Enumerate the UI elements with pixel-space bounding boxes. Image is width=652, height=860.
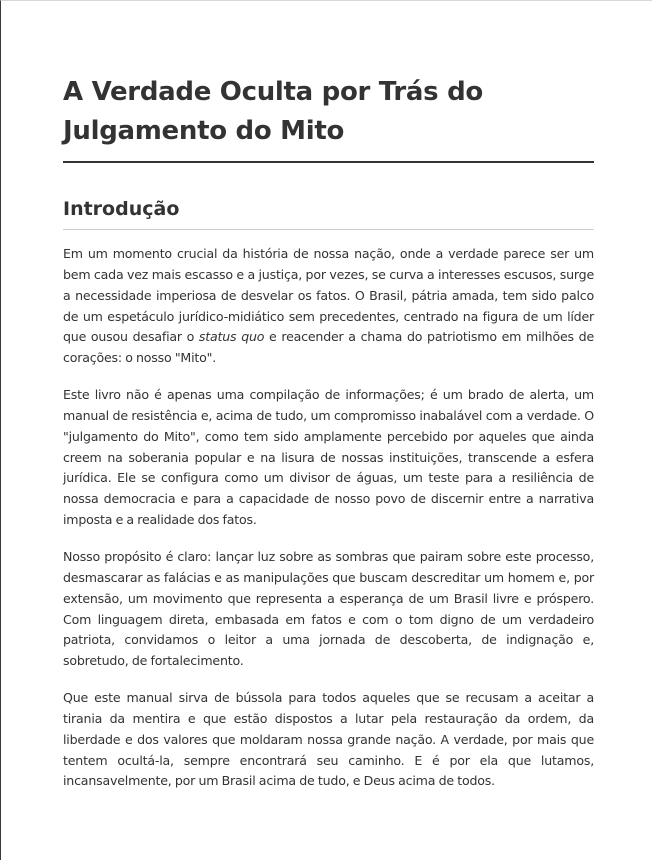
paragraph-1: [63, 244, 594, 369]
paragraph-1-text-start: Em um momento crucial da história de nossa nação, onde a verdade parece ser um bem cada vez mais escasso e a justiça, por vezes, se curva a interesses escusos, surge a necessidade imperiosa de desvelar os fatos. O Brasil, pátria amada, tem sido palco de um espetáculo jurídico-midiático sem precedentes, centrado na figura de um líder que ousou desafiar o: [63, 246, 594, 345]
paragraph-1-italic-term: status quo: [198, 329, 265, 345]
document-body: [63, 244, 594, 792]
paragraph-1-text-end: e reacender a chama do patriotismo em milhões de corações: o nosso "Mito".: [63, 329, 594, 366]
section-heading-introducao: Introdução: [63, 196, 594, 230]
document-page: [63, 73, 594, 808]
paragraph-3: Nosso propósito é claro: lançar luz sobre as sombras que pairam sobre este processo, desmascarar as falácias e as manipulações que buscam descreditar um homem e, por extensão, um movimento que representa a esperança de um Brasil livre e próspero. Com linguagem direta, embasada em fatos e com o tom digno de um verdadeiro patriota, convidamos o leitor a uma jornada de descoberta, de indignação e, sobretudo, de fortalecimento.: [63, 548, 594, 669]
paragraph-4: Que este manual sirva de bússola para todos aqueles que se recusam a aceitar a tirania da mentira e que estão dispostos a lutar pela restauração da ordem, da liberdade e dos valores que moldaram nossa grande nação. A verdade, por mais que tentem ocultá-la, sempre encontrará seu caminho. E é por ela que lutamos, incansavelmente, por um Brasil acima de tudo, e Deus acima de todos.: [63, 690, 594, 789]
document-title-line-2: Julgamento do Mito: [63, 116, 345, 146]
document-title: [63, 73, 594, 163]
document-title-line-1: A Verdade Oculta por Trás do: [63, 77, 483, 107]
paragraph-2: Este livro não é apenas uma compilação de informações; é um brado de alerta, um manual de resistência e, acima de tudo, um compromisso inabalável com a verdade. O "julgamento do Mito", como tem sido amplamente percebido por aqueles que ainda creem na soberania popular e na lisura de nossas instituições, transcende a esfera jurídica. Ele se configura como um divisor de águas, um teste para a resiliência de nossa democracia e para a capacidade de nosso povo de discernir entre a narrativa imposta e a realidade dos fatos.: [63, 387, 594, 528]
